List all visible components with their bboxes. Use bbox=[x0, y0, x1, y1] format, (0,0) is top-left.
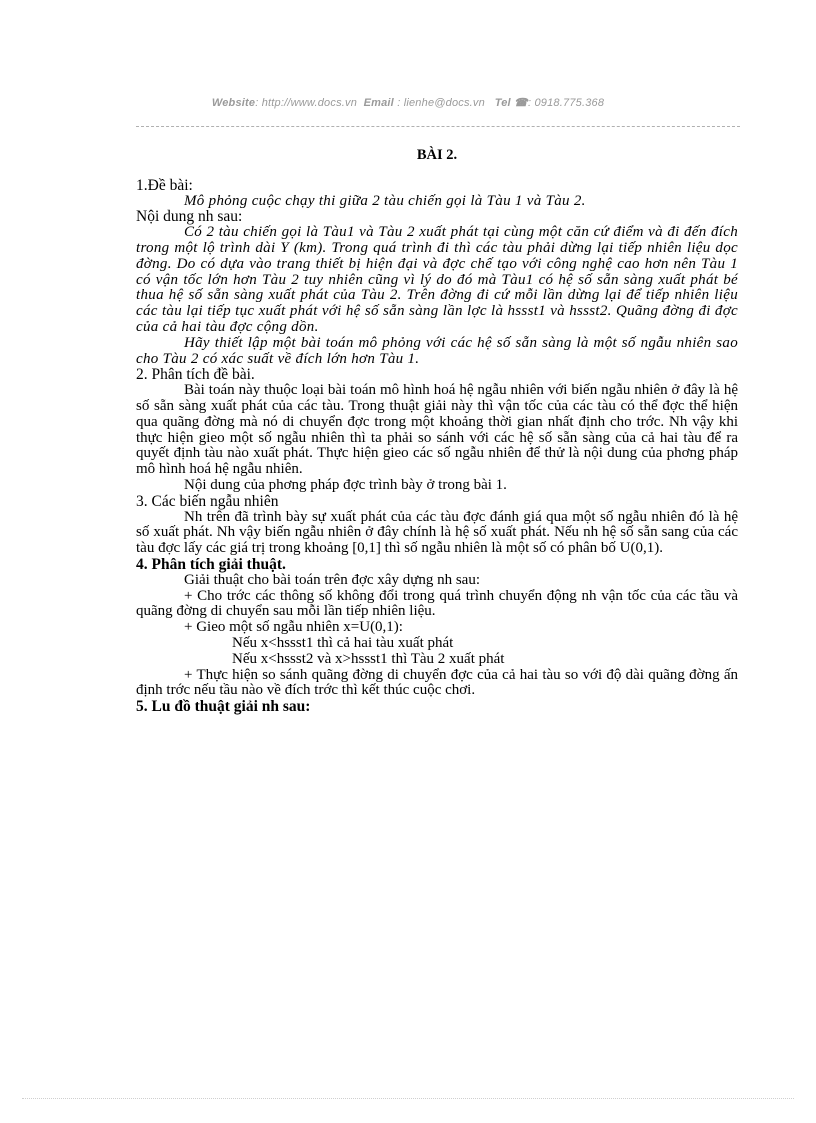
header-divider bbox=[136, 126, 740, 127]
section-3-paragraph: Nh trên đã trình bày sự xuất phát của các tàu đợc đánh giá qua một số ngẫu nhiên đó là hệ số xuất phát. Nh vậy biến ngẫu nhiên ở đây chính là hệ số xuất phát. Nếu nh hệ số sẵn sang của các tàu đợc lấy các giá trị trong khoảng [0,1] thì số ngẫu nhiên là một số có phân bố U(0,1). bbox=[136, 508, 738, 557]
email-label: Email bbox=[363, 97, 394, 109]
section-4-line-3: + Gieo một số ngẫu nhiên x=U(0,1): bbox=[184, 619, 403, 636]
section-1-text: Mô phỏng cuộc chạy thi giữa 2 tàu chiến gọi là Tàu 1 và Tàu 2. bbox=[184, 192, 586, 209]
email-value[interactable]: : lienhe@docs.vn bbox=[397, 97, 485, 109]
section-4-line-1: Giải thuật cho bài toán trên đợc xây dựng nh sau: bbox=[184, 571, 480, 588]
section-2-paragraph-1: Bài toán này thuộc loại bài toán mô hình hoá hệ ngẫu nhiên với biến ngẫu nhiên ở đây là hệ số sẵn sàng xuất phát của các tàu. Trong thuật giải này thì vận tốc của các tàu có thể đợc thể hiện qua quãng đờng mà nó di chuyển đợc trong một khoảng thời gian nhất định cho trớc. Nh vậy khi thực hiện gieo một số ngẫu nhiên thì ta phải so sánh với các hệ số sẵn sàng của cả hai tàu để ra quyết định tàu nào xuất phát. Thực hiện gieo các số ngẫu nhiên để thử là nội dung của phơng pháp mô hình hoá hệ ngẫu nhiên. bbox=[136, 382, 738, 478]
document-body bbox=[136, 148, 738, 715]
page-header bbox=[0, 96, 816, 109]
content-paragraph-1: Có 2 tàu chiến gọi là Tàu1 và Tàu 2 xuất phát tại cùng một căn cứ điểm và đi đến đích trong một lộ trình dài Y (km). Trong quá trình đi thì các tàu phải dừng lại tiếp nhiên liệu dọc đờng. Do có dựa vào trang thiết bị hiện đại và đợc chế tạo với công nghệ cao hơn nên Tàu 1 có vận tốc lớn hơn Tàu 2 tuy nhiên cũng vì lý do đó mà Tàu1 có hệ số sẵn sàng xuất phát bé thua hệ số sẵn sàng xuất phát của Tàu 2. Trên đờng đi cứ mỗi lần dừng lại để tiếp nhiên liệu các tàu lại tiếp tục xuất phát với hệ số sẵn sàng lần lợc là hssst1 và hssst2. Quãng đờng đi đợc của cả hai tàu đợc cộng dồn. bbox=[136, 224, 738, 335]
content-paragraph-2: Hãy thiết lập một bài toán mô phỏng với các hệ số sẵn sàng là một số ngẫu nhiên sao cho Tàu 2 có xác suất về đích lớn hơn Tàu 1. bbox=[136, 334, 738, 367]
section-4-line-5: Nếu x<hssst2 và x>hssst1 thì Tàu 2 xuất phát bbox=[232, 650, 505, 667]
section-1-heading: 1.Đề bài: bbox=[136, 176, 193, 194]
section-4-line-6: + Thực hiện so sánh quãng đờng di chuyển đợc của cả hai tàu so với độ dài quãng đờng ấn định trớc nếu tầu nào về đích trớc thì kết thúc cuộc chơi. bbox=[136, 666, 738, 699]
content-heading: Nội dung nh sau: bbox=[136, 208, 243, 226]
footer-divider bbox=[22, 1098, 794, 1099]
section-4-line-2: + Cho trớc các thông số không đổi trong quá trình chuyển động nh vận tốc của các tầu và quãng đờng di chuyển sau mỗi lần tiếp nhiên liệu. bbox=[136, 587, 738, 620]
section-4-line-4: Nếu x<hssst1 thì cả hai tàu xuất phát bbox=[232, 634, 454, 651]
section-4-heading: 4. Phân tích giải thuật. bbox=[136, 555, 286, 573]
tel-label: Tel ☎ bbox=[494, 97, 528, 109]
tel-value: : 0918.775.368 bbox=[527, 97, 605, 109]
website-label: Website bbox=[211, 97, 256, 109]
section-3-heading: 3. Các biến ngẫu nhiên bbox=[136, 492, 279, 510]
doc-title: BÀI 2. bbox=[416, 147, 458, 163]
section-2-heading: 2. Phân tích đề bài. bbox=[136, 366, 255, 384]
section-2-paragraph-2: Nội dung của phơng pháp đợc trình bày ở trong bài 1. bbox=[184, 476, 507, 493]
website-url[interactable]: : http://www.docs.vn bbox=[255, 97, 358, 109]
section-5-heading: 5. Lu đồ thuật giải nh sau: bbox=[136, 698, 311, 716]
